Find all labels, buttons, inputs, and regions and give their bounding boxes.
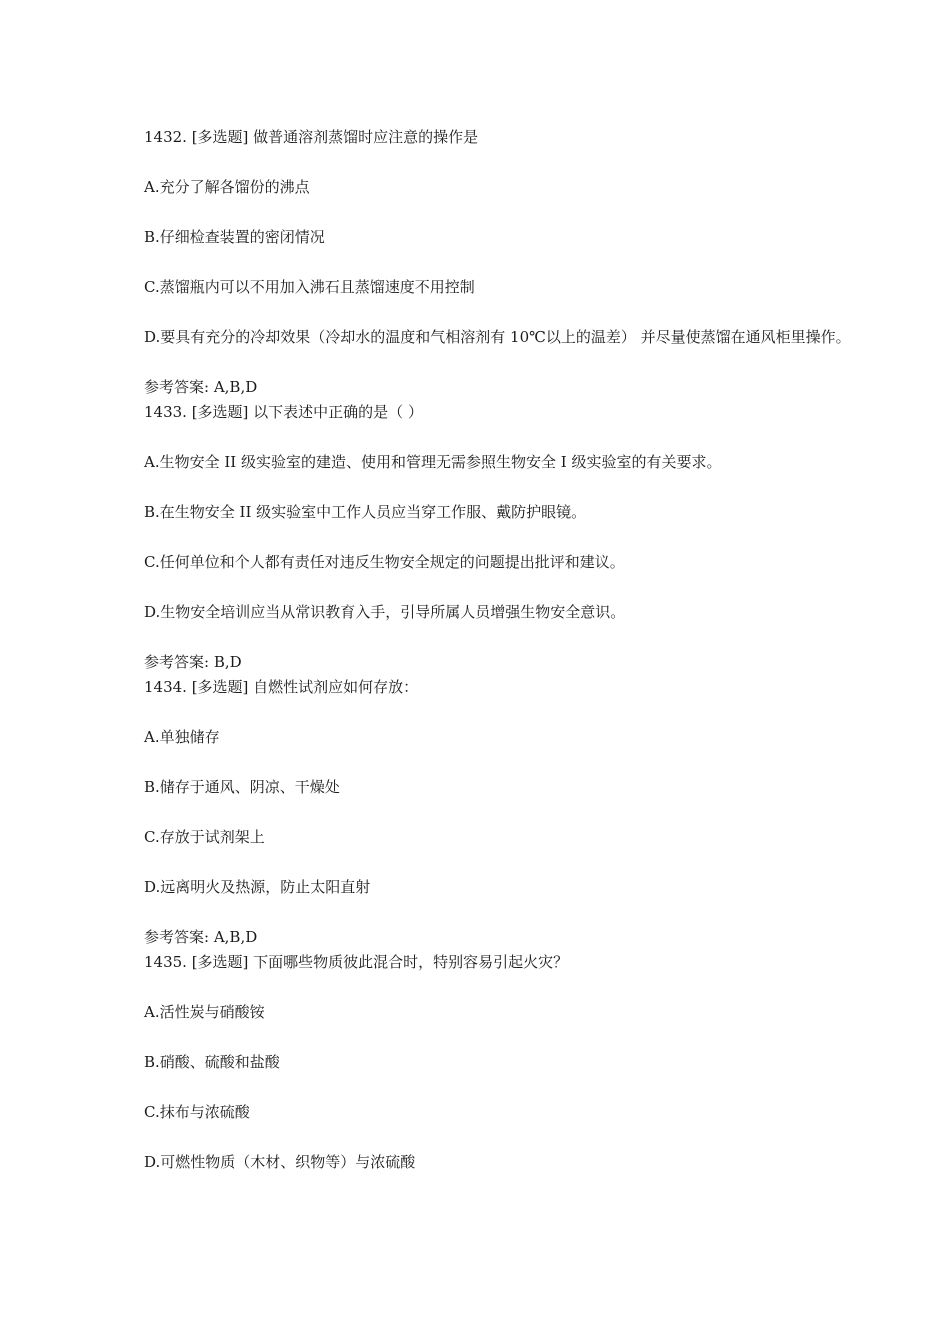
option-b: B.硝酸、硫酸和盐酸: [144, 1053, 280, 1071]
option-a: A.生物安全 II 级实验室的建造、使用和管理无需参照生物安全 I 级实验室的有关要求。: [144, 453, 722, 471]
answer: 参考答案: A,B,D: [144, 378, 258, 396]
question-title: 1432. [多选题] 做普通溶剂蒸馏时应注意的操作是: [144, 128, 479, 146]
answer: 参考答案: B,D: [144, 653, 242, 671]
document-page: [144, 125, 896, 1175]
option-c: C.任何单位和个人都有责任对违反生物安全规定的问题提出批评和建议。: [144, 553, 625, 571]
option-b: B.在生物安全 II 级实验室中工作人员应当穿工作服、戴防护眼镜。: [144, 503, 587, 521]
option-d: D.要具有充分的冷却效果（冷却水的温度和气相溶剂有 10℃以上的温差） 并尽量使蒸馏在通风柜里操作。: [144, 328, 851, 346]
option-a: A.单独储存: [144, 728, 220, 746]
answer: 参考答案: A,B,D: [144, 928, 258, 946]
option-b: B.仔细检查装置的密闭情况: [144, 228, 325, 246]
option-c: C.存放于试剂架上: [144, 828, 265, 846]
option-a: A.充分了解各馏份的沸点: [144, 178, 310, 196]
question-1433: [144, 400, 896, 675]
question-1435: [144, 950, 896, 1175]
option-d: D.远离明火及热源，防止太阳直射: [144, 878, 371, 896]
question-title: 1435. [多选题] 下面哪些物质彼此混合时，特别容易引起火灾？: [144, 953, 569, 971]
option-d: D.生物安全培训应当从常识教育入手，引导所属人员增强生物安全意识。: [144, 603, 626, 621]
option-c: C.蒸馏瓶内可以不用加入沸石且蒸馏速度不用控制: [144, 278, 475, 296]
option-c: C.抹布与浓硫酸: [144, 1103, 250, 1121]
option-d: D.可燃性物质（木材、织物等）与浓硫酸: [144, 1153, 416, 1171]
question-1432: [144, 125, 896, 400]
question-title: 1434. [多选题] 自燃性试剂应如何存放：: [144, 678, 419, 696]
option-b: B.储存于通风、阴凉、干燥处: [144, 778, 340, 796]
option-a: A.活性炭与硝酸铵: [144, 1003, 265, 1021]
question-title: 1433. [多选题] 以下表述中正确的是（ ）: [144, 403, 423, 421]
question-1434: [144, 675, 896, 950]
